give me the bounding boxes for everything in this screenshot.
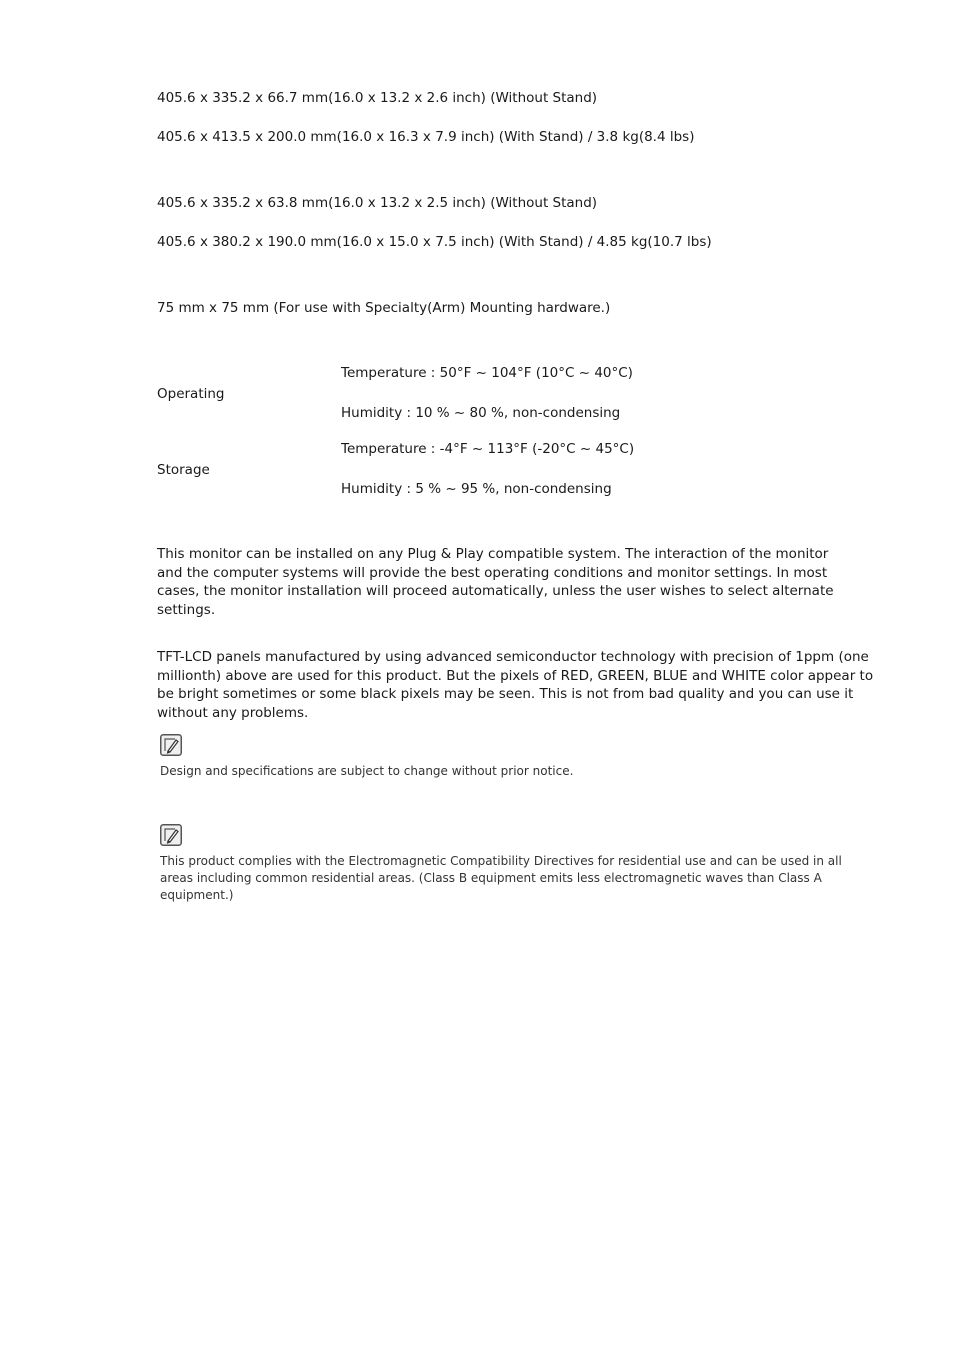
note-emc-compliance: This product complies with the Electromagnetic Compatibility Directives for residential use and can be used in all areas including common residential areas. (Class B equipment emits less electromagnetic waves than Class A equipment.) <box>160 854 842 902</box>
dot-acceptable-text: TFT-LCD panels manufactured by using advanced semiconductor technology with precision of 1ppm (one millionth) above are used for this product. But the pixels of RED, GREEN, BLUE and WHITE color appear to be bright sometimes or some black pixels may be seen. This is not from bad quality and you can use it without any problems. <box>157 649 874 721</box>
env-operating-humidity: Humidity : 10 % ~ 80 %, non-condensing <box>341 405 621 421</box>
note-pencil-icon <box>160 824 182 846</box>
env-storage-temperature: Temperature : -4°F ~ 113°F (-20°C ~ 45°C) <box>341 441 635 457</box>
plug-and-play-text: This monitor can be installed on any Plug & Play compatible system. The interaction of the monitor and the computer systems will provide the best operating conditions and monitor settings. In most cases, the monitor installation will proceed automatically, unless the user wishes to select alternate settings. <box>157 546 834 618</box>
note-specifications: Design and specifications are subject to change without prior notice. <box>160 764 574 778</box>
env-storage-humidity: Humidity : 5 % ~ 95 %, non-condensing <box>341 481 612 497</box>
vesa-mounting: 75 mm x 75 mm (For use with Specialty(Arm) Mounting hardware.) <box>157 300 611 316</box>
dimension-with-stand-2: 405.6 x 380.2 x 190.0 mm(16.0 x 15.0 x 7.5 inch) (With Stand) / 4.85 kg(10.7 lbs) <box>157 234 712 250</box>
dimension-with-stand-1: 405.6 x 413.5 x 200.0 mm(16.0 x 16.3 x 7.9 inch) (With Stand) / 3.8 kg(8.4 lbs) <box>157 129 695 145</box>
env-operating-temperature: Temperature : 50°F ~ 104°F (10°C ~ 40°C) <box>341 365 633 381</box>
env-operating-label: Operating <box>157 386 225 402</box>
note-pencil-icon <box>160 734 182 756</box>
dimension-without-stand-1: 405.6 x 335.2 x 66.7 mm(16.0 x 13.2 x 2.6 inch) (Without Stand) <box>157 90 598 106</box>
env-storage-label: Storage <box>157 462 210 478</box>
dimension-without-stand-2: 405.6 x 335.2 x 63.8 mm(16.0 x 13.2 x 2.5 inch) (Without Stand) <box>157 195 598 211</box>
